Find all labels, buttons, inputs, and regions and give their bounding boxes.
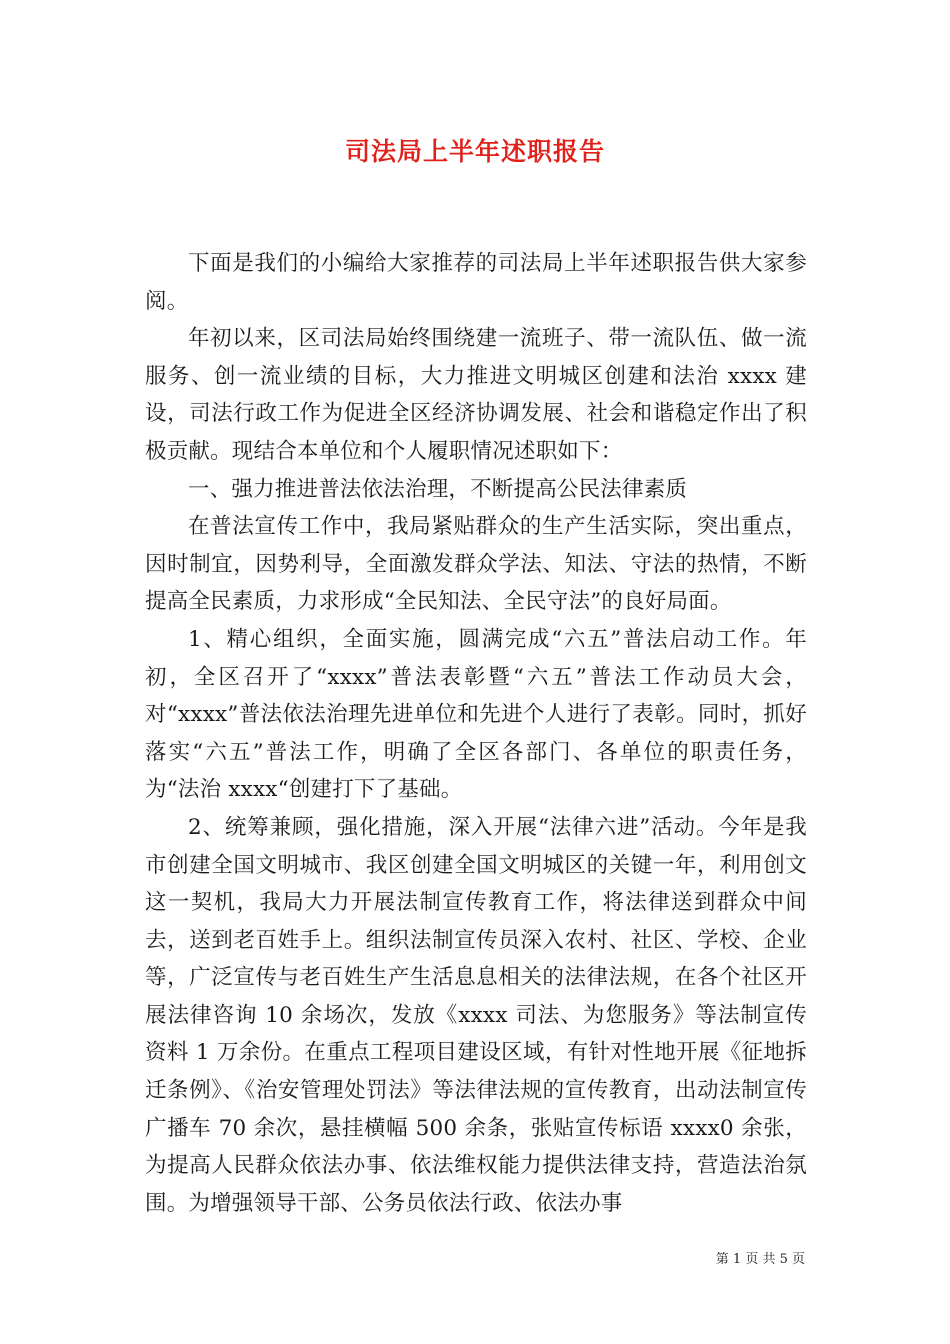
- document-body: [145, 245, 807, 1222]
- section-heading-1: 一、强力推进普法依法治理，不断提高公民法律素质: [188, 476, 688, 502]
- paragraph-intro: 下面是我们的小编给大家推荐的司法局上半年述职报告供大家参阅。: [145, 251, 807, 314]
- paragraph-overview: 年初以来，区司法局始终围绕建一流班子、带一流队伍、做一流服务、创一流业绩的目标，大力推进文明城区创建和法治 xxxx 建设，司法行政工作为促进全区经济协调发展、社会和谐稳定作出了积极贡献。现结合本单位和个人履职情况述职如下：: [145, 326, 807, 464]
- paragraph-item-1: 1、精心组织，全面实施，圆满完成“六五”普法启动工作。年初，全区召开了“xxxx”普法表彰暨“六五”普法工作动员大会，对“xxxx”普法依法治理先进单位和先进个人进行了表彰。同时，抓好落实“六五”普法工作，明确了全区各部门、各单位的职责任务，为“法治 xxxx“创建打下了基础。: [145, 626, 807, 803]
- paragraph-publicity: 在普法宣传工作中，我局紧贴群众的生产生活实际，突出重点，因时制宜，因势利导，全面激发群众学法、知法、守法的热情，不断提高全民素质，力求形成“全民知法、全民守法”的良好局面。: [145, 514, 807, 615]
- page-number-footer: 第 1 页 共 5 页: [715, 1252, 805, 1267]
- paragraph-item-2: 2、统筹兼顾，强化措施，深入开展“法律六进”活动。今年是我市创建全国文明城市、我区创建全国文明城区的关键一年，利用创文这一契机，我局大力开展法制宣传教育工作，将法律送到群众中间去，送到老百姓手上。组织法制宣传员深入农村、社区、学校、企业等，广泛宣传与老百姓生产生活息息相关的法律法规，在各个社区开展法律咨询 10 余场次，发放《xxxx 司法、为您服务》等法制宣传资料 1 万余份。在重点工程项目建设区域，有针对性地开展《征地拆迁条例》、《治安管理处罚法》等法律法规的宣传教育，出动法制宣传广播车 70 余次，悬挂横幅 500 余条，张贴宣传标语 xxxx0 余张，为提高人民群众依法办事、依法维权能力提供法律支持，营造法治氛围。为增强领导干部、公务员依法行政、依法办事: [145, 814, 807, 1216]
- page-title: 司法局上半年述职报告: [344, 137, 605, 166]
